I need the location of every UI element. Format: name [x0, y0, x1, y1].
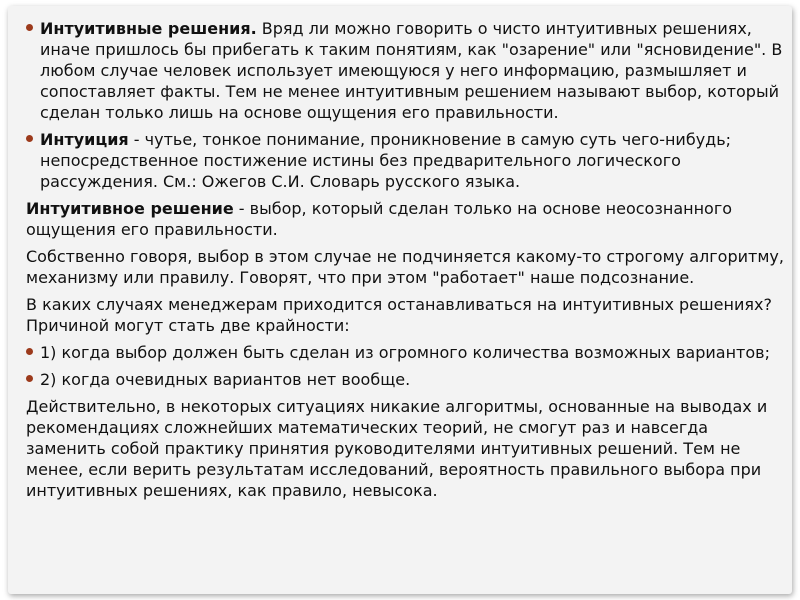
- slide-text: [26, 18, 794, 507]
- paragraph-subconscious: Собственно говоря, выбор в этом случае не подчиняется какому-то строгому алгоритму, механизму или правилу. Говорят, что при этом "работает" наше подсознание.: [26, 247, 784, 287]
- term-bold: Интуитивное решение: [26, 199, 234, 218]
- bullet-intuition-definition: [26, 129, 794, 192]
- term-bold: Интуиция: [40, 130, 129, 149]
- paragraph-two-extremes: В каких случаях менеджерам приходится останавливаться на интуитивных решениях? Причиной могут стать две крайности:: [26, 295, 772, 335]
- paragraph-conclusion: Действительно, в некоторых ситуациях никакие алгоритмы, основанные на выводах и рекомендациях сложнейших математических теорий, не смогут раз и навсегда заменить собой практику принятия руководителями интуитивных решений. Тем не менее, если верить результатам исследований, вероятность правильного выбора при интуитивных решениях, как правило, невысока.: [26, 397, 768, 500]
- term-bold: Интуитивные решения.: [40, 19, 257, 38]
- definition-text: - чутье, тонкое понимание, проникновение в самую суть чего-нибудь; непосредственное постижение истины без предварительного логического рассуждения. См.: Ожегов С.И. Словарь русского языка.: [40, 130, 732, 191]
- paragraph-intuitive-decision-definition: [26, 198, 794, 240]
- content-panel: [8, 6, 792, 594]
- definition-text: - выбор, который сделан только на основе неосознанного ощущения его правильности.: [26, 199, 733, 239]
- bullet-dot-icon: [26, 24, 33, 31]
- bullet-text: [40, 129, 788, 192]
- bullet-text: 1) когда выбор должен быть сделан из огромного количества возможных вариантов;: [40, 343, 770, 362]
- bullet-intuitive-decisions: [26, 18, 794, 123]
- bullet-extreme-2: [26, 369, 794, 390]
- bullet-dot-icon: [26, 375, 33, 382]
- bullet-extreme-1: [26, 342, 794, 363]
- bullet-text: 2) когда очевидных вариантов нет вообще.: [40, 370, 411, 389]
- definition-text: Вряд ли можно говорить о чисто интуитивных решениях, иначе пришлось бы прибегать к таким понятиям, как "озарение" или "ясновидение". В любом случае человек использует имеющуюся у него информацию, размышляет и сопоставляет факты. Тем не менее интуитивным решением называют выбор, который сделан только лишь на основе ощущения его правильности.: [40, 19, 783, 122]
- bullet-text: [40, 18, 788, 123]
- bullet-dot-icon: [26, 348, 33, 355]
- bullet-dot-icon: [26, 135, 33, 142]
